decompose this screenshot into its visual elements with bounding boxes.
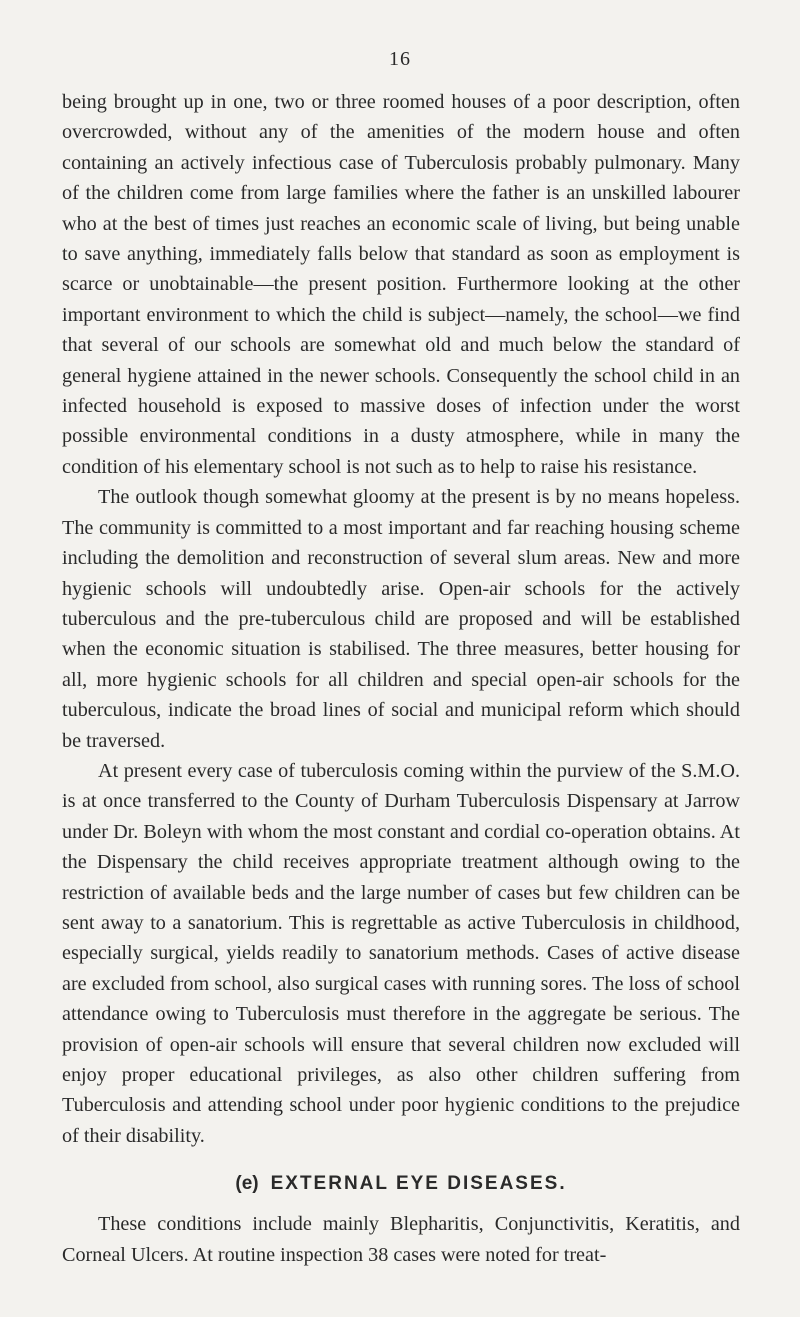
paragraph-eye-diseases: These conditions include mainly Blepharitis, Conjunctivitis, Keratitis, and Corneal Ulcers. At routine inspection 38 cases were noted for treat- (62, 1213, 740, 1266)
section-label: (e) (235, 1173, 259, 1195)
section-heading (62, 1169, 740, 1199)
section-title: EXTERNAL EYE DISEASES. (270, 1173, 567, 1195)
paragraph-housing-conditions: being brought up in one, two or three roomed houses of a poor description, often overcrowded, without any of the amenities of the modern house and often containing an actively infectious case of Tuberculosis probably pulmonary. Many of the children come from large families where the father is an unskilled labourer who at the best of times just reaches an economic scale of living, but being unable to save anything, immediately falls below that standard as soon as employment is scarce or unobtainable—the present position. Furthermore looking at the other important environment to which the child is subject—namely, the school—we find that several of our schools are somewhat old and much below the standard of general hygiene attained in the newer schools. Consequently the school child in an infected household is exposed to massive doses of infection under the worst possible environmental conditions in a dusty atmosphere, while in many the condition of his elementary school is not such as to help to raise his resistance. (62, 91, 740, 478)
paragraph-dispensary: At present every case of tuberculosis coming within the purview of the S.M.O. is at once transferred to the County of Durham Tuberculosis Dispensary at Jarrow under Dr. Boleyn with whom the most constant and cordial co-operation obtains. At the Dispensary the child receives appropriate treatment although owing to the restriction of available beds and the large number of cases but few children can be sent away to a sanatorium. This is regrettable as active Tuberculosis in childhood, especially surgical, yields readily to sanatorium methods. Cases of active disease are excluded from school, also surgical cases with running sores. The loss of school attendance owing to Tuberculosis must therefore in the aggregate be serious. The provision of open-air schools will ensure that several children now excluded will enjoy proper educational privileges, as also other children suffering from Tuberculosis and attending school under poor hygienic conditions to the prejudice of their disability. (62, 759, 740, 1147)
page-number: 16 (389, 48, 411, 70)
body-text (62, 87, 740, 1270)
paragraph-outlook: The outlook though somewhat gloomy at the present is by no means hopeless. The community is committed to a most important and far reaching housing scheme including the demolition and reconstruction of several slum areas. New and more hygienic schools will undoubtedly arise. Open-air schools for the actively tuberculous and the pre-tuberculous child are proposed and will be established when the economic situation is stabilised. The three measures, better housing for all, more hygienic schools for all children and special open-air schools for the tuberculous, indicate the broad lines of social and municipal reform which should be traversed. (62, 486, 740, 752)
